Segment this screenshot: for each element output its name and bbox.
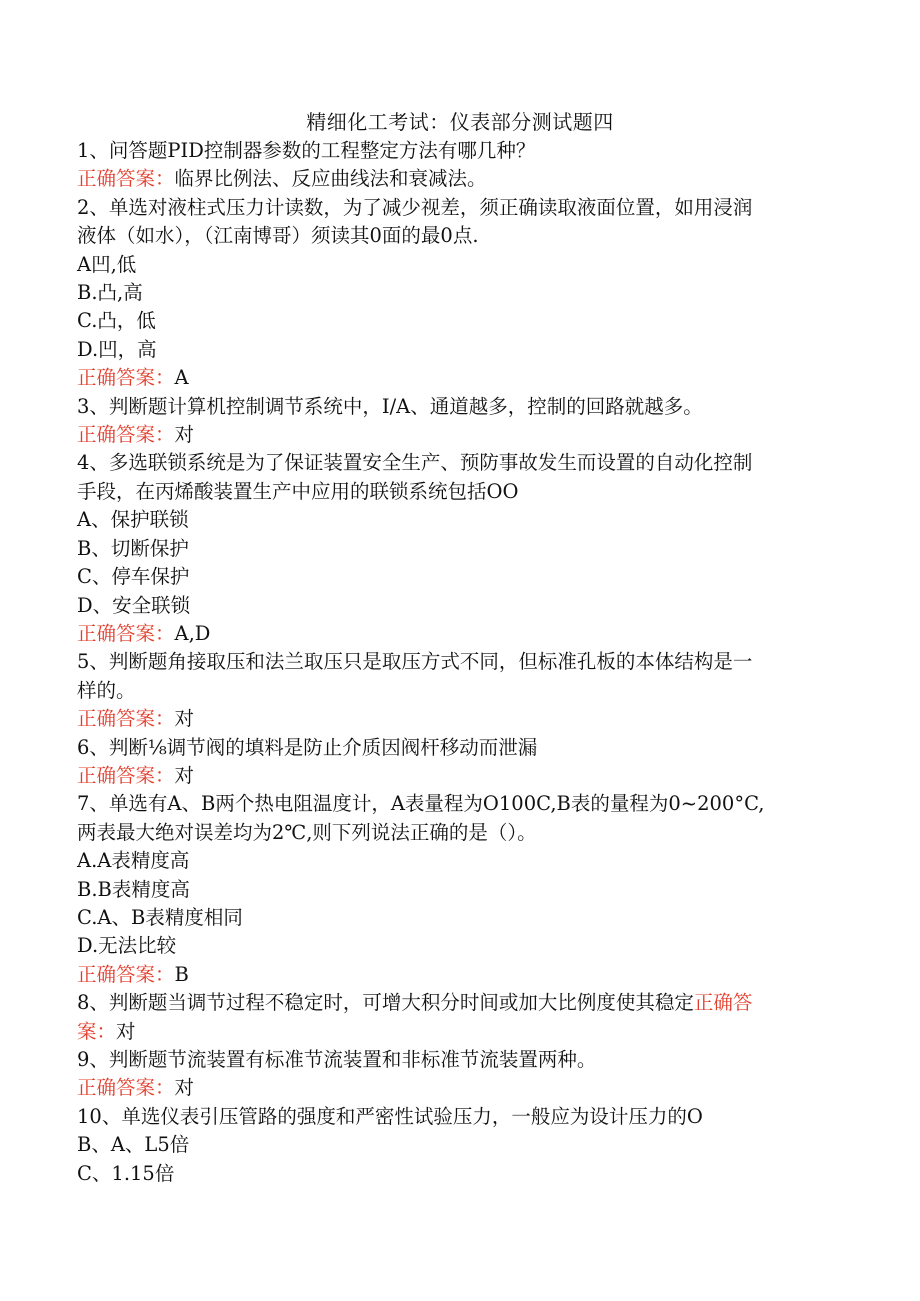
question-text: 4、多选联锁系统是为了保证装置安全生产、预防事故发生而设置的自动化控制 bbox=[77, 451, 753, 475]
question-item bbox=[77, 449, 829, 648]
question-text: 3、判断题计算机控制调节系统中，I/A、通道越多，控制的回路就越多。 bbox=[77, 394, 703, 418]
option-text: B.凸,高 bbox=[77, 281, 143, 305]
option-line bbox=[77, 847, 829, 875]
option-line bbox=[77, 876, 829, 904]
answer-line bbox=[77, 1018, 829, 1046]
option-line bbox=[77, 932, 829, 960]
question-text-line bbox=[77, 989, 829, 1017]
question-text-line bbox=[77, 449, 829, 477]
answer-label: 正确答案： bbox=[77, 763, 175, 787]
answer-value: B bbox=[174, 962, 189, 986]
question-text-line bbox=[77, 393, 829, 421]
answer-label: 正确答 bbox=[693, 991, 753, 1015]
answer-line bbox=[77, 620, 829, 648]
question-item bbox=[77, 734, 829, 791]
answer-label: 正确答案： bbox=[77, 621, 175, 645]
answer-value: A,D bbox=[174, 621, 211, 645]
question-text-line bbox=[77, 734, 829, 762]
option-text: C、停车保护 bbox=[77, 565, 190, 589]
answer-value: 对 bbox=[174, 1076, 195, 1100]
option-text: D、安全联锁 bbox=[77, 593, 191, 617]
question-text-line bbox=[77, 819, 829, 847]
option-line bbox=[77, 336, 829, 364]
answer-line bbox=[77, 961, 829, 989]
question-item bbox=[77, 393, 829, 450]
option-line bbox=[77, 251, 829, 279]
answer-label: 正确答案： bbox=[77, 1076, 175, 1100]
question-text: 6、判断⅛调节阀的填料是防止介质因阀杆移动而泄漏 bbox=[77, 735, 538, 759]
question-text-line bbox=[77, 648, 829, 676]
question-text-line bbox=[77, 790, 829, 818]
question-text-line bbox=[77, 222, 829, 250]
question-text-line bbox=[77, 677, 829, 705]
option-text: A、保护联锁 bbox=[77, 508, 189, 532]
option-line bbox=[77, 535, 829, 563]
question-text: 5、判断题角接取压和法兰取压只是取压方式不同，但标准孔板的本体结构是一 bbox=[77, 650, 753, 674]
answer-label: 正确答案： bbox=[77, 167, 175, 191]
question-text-line bbox=[77, 194, 829, 222]
option-text: D.凹，高 bbox=[77, 337, 157, 361]
option-line bbox=[77, 904, 829, 932]
question-item bbox=[77, 137, 829, 194]
option-line bbox=[77, 592, 829, 620]
question-item bbox=[77, 194, 829, 393]
option-text: B、A、L5倍 bbox=[77, 1133, 190, 1157]
question-text: 2、单选对液柱式压力计读数，为了减少视差，须正确读取液面位置，如用浸润 bbox=[77, 195, 753, 219]
option-text: C、1.15倍 bbox=[77, 1161, 175, 1185]
option-text: D.无法比较 bbox=[77, 934, 177, 958]
question-text: 8、判断题当调节过程不稳定时，可增大积分时间或加大比例度使其稳定 bbox=[77, 991, 694, 1015]
question-item bbox=[77, 1103, 829, 1188]
answer-label: 正确答案： bbox=[77, 366, 175, 390]
question-text: 10、单选仪表引压管路的强度和严密性试验压力，一般应为设计压力的O bbox=[77, 1104, 703, 1128]
option-line bbox=[77, 563, 829, 591]
answer-line bbox=[77, 165, 829, 193]
option-text: B、切断保护 bbox=[77, 536, 189, 560]
answer-value: A bbox=[174, 366, 189, 390]
answer-value: 对 bbox=[174, 763, 195, 787]
option-text: B.B表精度高 bbox=[77, 877, 190, 901]
option-line bbox=[77, 506, 829, 534]
answer-value: 对 bbox=[174, 707, 195, 731]
option-text: A凹,低 bbox=[77, 252, 137, 276]
answer-label: 案： bbox=[77, 1019, 117, 1043]
option-text: C.A、B表精度相同 bbox=[77, 905, 243, 929]
answer-value: 对 bbox=[116, 1019, 136, 1043]
answer-label: 正确答案： bbox=[77, 423, 175, 447]
question-text-line bbox=[77, 1046, 829, 1074]
answer-line bbox=[77, 421, 829, 449]
question-text: 7、单选有A、B两个热电阻温度计，A表量程为O100C,B表的量程为0~200°C, bbox=[77, 792, 765, 816]
question-text: 样的。 bbox=[77, 678, 136, 702]
option-line bbox=[77, 1160, 829, 1188]
question-item bbox=[77, 1046, 829, 1103]
question-text: 9、判断题节流装置有标准节流装置和非标准节流装置两种。 bbox=[77, 1048, 597, 1071]
answer-line bbox=[77, 1074, 829, 1102]
question-item bbox=[77, 790, 829, 989]
question-text: 1、问答题PID控制器参数的工程整定方法有哪几种？ bbox=[77, 139, 536, 162]
question-text: 手段，在丙烯酸装置生产中应用的联锁系统包括OO bbox=[77, 479, 519, 503]
question-text-line bbox=[77, 478, 829, 506]
answer-value: 对 bbox=[174, 423, 195, 447]
option-text: C.凸，低 bbox=[77, 309, 156, 333]
answer-value: 临界比例法、反应曲线法和衰减法。 bbox=[174, 167, 487, 191]
option-text: A.A表精度高 bbox=[77, 849, 190, 873]
answer-line bbox=[77, 762, 829, 790]
answer-line bbox=[77, 364, 829, 392]
answer-label: 正确答案： bbox=[77, 962, 175, 986]
option-line bbox=[77, 1131, 829, 1159]
question-text: 两表最大绝对误差均为2℃,则下列说法正确的是（）。 bbox=[77, 820, 537, 844]
document-title: 精细化工考试：仪表部分测试题四 bbox=[306, 110, 614, 134]
question-text-line bbox=[77, 137, 829, 165]
question-text-line bbox=[77, 1103, 829, 1131]
answer-line bbox=[77, 705, 829, 733]
answer-label: 正确答案： bbox=[77, 707, 175, 731]
option-line bbox=[77, 279, 829, 307]
question-text: 液体（如水），（江南博哥）须读其0面的最0点. bbox=[77, 224, 479, 248]
option-line bbox=[77, 307, 829, 335]
question-list bbox=[77, 137, 829, 1188]
question-item bbox=[77, 989, 829, 1046]
question-item bbox=[77, 648, 829, 733]
